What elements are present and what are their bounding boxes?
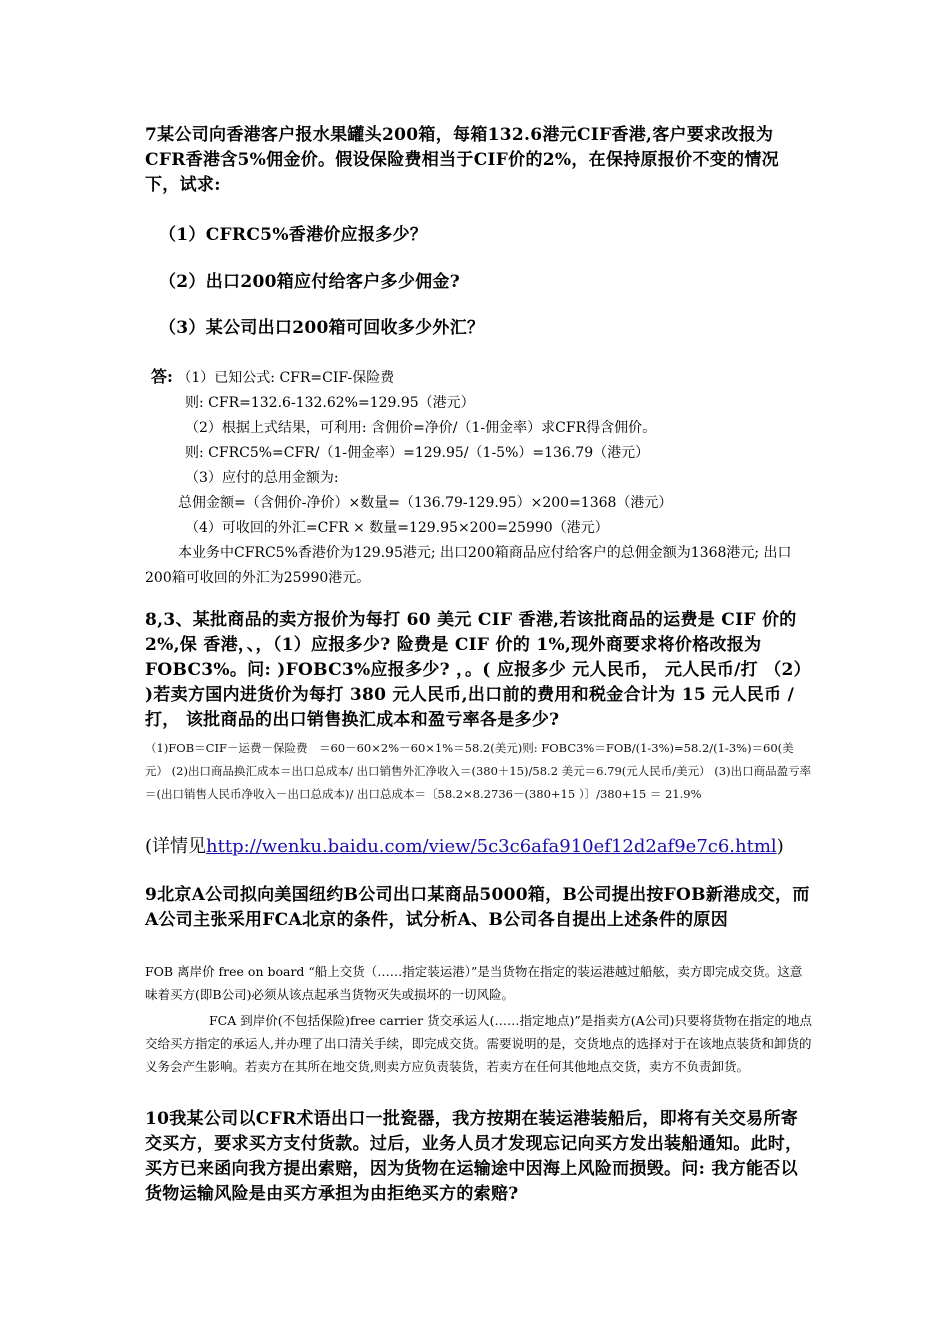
detail-link[interactable]: http://wenku.baidu.com/view/5c3c6afa910ef12d2af9e7c6.html — [206, 836, 777, 857]
question-10-text: 10我某公司以CFR术语出口一批瓷器，我方按期在装运港装船后，即将有关交易所寄交买方，要求买方支付货款。过后，业务人员才发现忘记向买方发出装船通知。此时，买方已来函向我方提出索赔，因为货物在运输途中因海上风险而损毁。问: 我方能否以货物运输风险是由买方承担为由拒绝买方的索赔? — [145, 1109, 803, 1204]
answer-line-3: （2）根据上式结果，可利用: 含佣价=净价/（1-佣金率）求CFR得含佣价。 — [185, 420, 657, 436]
answer-line-7: （4）可收回的外汇=CFR × 数量=129.95×200=25990（港元） — [185, 520, 609, 536]
question-7-text: 7某公司向香港客户报水果罐头200箱，每箱132.6港元CIF香港,客户要求改报为CFR香港含5%佣金价。假设保险费相当于CIF价的2%，在保持原报价不变的情况下，试求: — [145, 125, 779, 195]
answer-line-5: （3）应付的总用金额为: — [185, 470, 339, 486]
detail-suffix: ) — [776, 836, 784, 857]
detail-reference — [145, 834, 813, 859]
answer-summary: 本业务中CFRC5%香港价为129.95港元; 出口200箱商品应付给客户的总佣金额为1368港元; 出口200箱可收回的外汇为25990港元。 — [145, 545, 792, 586]
answer-line-1 — [145, 364, 813, 391]
answer-line-2: 则: CFR=132.6-132.62%=129.95（港元） — [185, 395, 475, 411]
question-8-text: 8,3、某批商品的卖方报价为每打 60 美元 CIF 香港,若该批商品的运费是 CIF 价的 2%,保 香港，、，（1）应报多少? 险费是 CIF 价的 1%,现外商要求将价格改报为 FOBC3%。问: )FOBC3%应报多少? ，。( 应报多少 元人民币， 元人民币/打 （2） )若卖方国内进货价为每打 380 元人民币,出口前的费用和税金合计为 15 元人民币 /打， 该批商品的出口销售换汇成本和盈亏率各是多少? — [145, 610, 811, 730]
detail-prefix: (详情见 — [145, 836, 207, 857]
question-7-sub-1: （1）CFRC5%香港价应报多少？ — [159, 225, 428, 245]
question-8-solution: （1)FOB＝CIF－运费－保险费 ＝60－60×2%－60×1%＝58.2(美元)则: FOBC3%＝FOB/(1-3%)=58.2/(1-3%)＝60(美元） (2)出口商品换汇成本＝出口总成本/ 出口销售外汇净收入＝(380＋15)/58.2 美元＝6.79(元人民币/美元） (3)出口商品盈亏率＝(出口销售人民币净收入－出口总成本)/ 出口总成本＝〔58.2×8.2736－(380+15 ）〕/380+15 ＝ 21.9% — [145, 741, 812, 801]
answer-line-4: 则: CFRC5%=CFR/（1-佣金率）=129.95/（1-5%）=136.79（港元） — [185, 445, 650, 461]
answer-label: 答: — [151, 367, 173, 386]
question-9-fca-paragraph: FCA 到岸价(不包括保险)free carrier 货交承运人(……指定地点)”是指卖方(A公司)只要将货物在指定的地点交给买方指定的承运人,并办理了出口清关手续，即完成交货。需要说明的是，交货地点的选择对于在该地点装货和卸货的义务会产生影响。若卖方在其所在地交货,则卖方应负责装货，若卖方在任何其他地点交货，卖方不负责卸货。 — [145, 1013, 813, 1074]
answer-line-6: 总佣金额=（含佣价-净价）×数量=（136.79-129.95）×200=1368（港元） — [178, 495, 673, 511]
question-9-text: 9北京A公司拟向美国纽约B公司出口某商品5000箱，B公司提出按FOB新港成交，而A公司主张采用FCA北京的条件，试分析A、B公司各自提出上述条件的原因 — [145, 885, 810, 930]
question-7-answer — [145, 364, 813, 591]
question-7-sub-3: （3）某公司出口200箱可回收多少外汇？ — [159, 318, 485, 338]
question-9-fob-paragraph: FOB 离岸价 free on board “船上交货（……指定装运港）”是当货物在指定的装运港越过船舷，卖方即完成交货。这意味着买方(即B公司)必须从该点起承当货物灭失或损坏的一切风险。 — [145, 964, 803, 1002]
answer-formula-line: （1）已知公式: CFR=CIF-保险费 — [177, 370, 395, 386]
question-7-sub-2: （2）出口200箱应付给客户多少佣金? — [159, 272, 460, 292]
